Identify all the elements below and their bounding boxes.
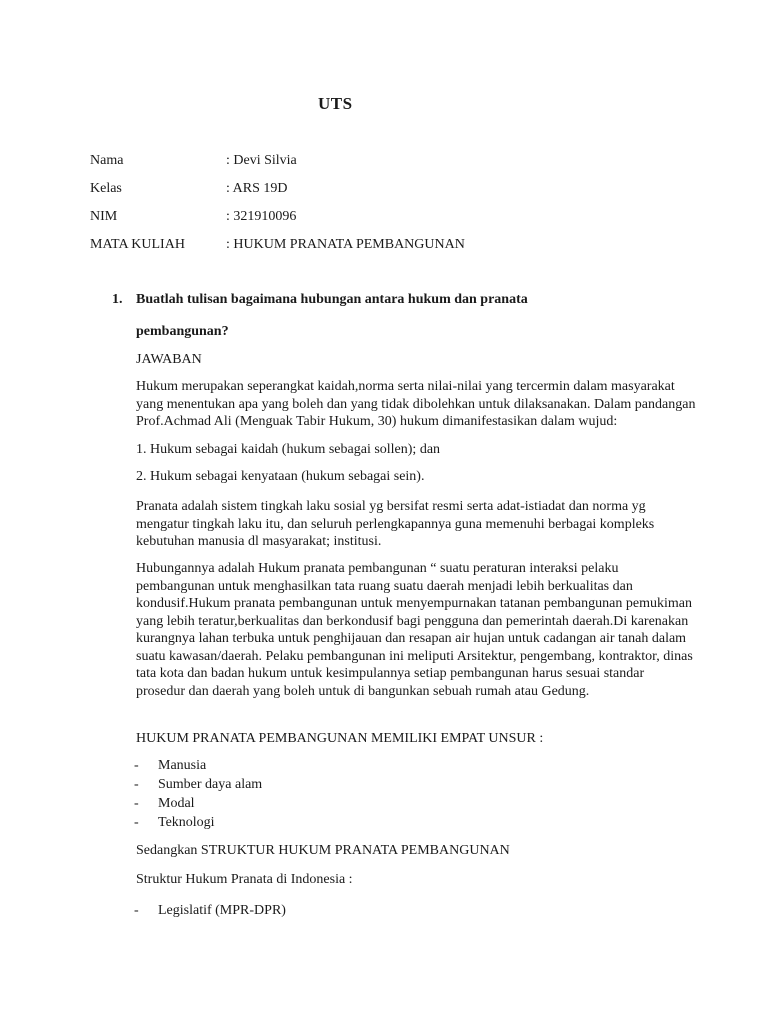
unsur-heading: HUKUM PRANATA PEMBANGUNAN MEMILIKI EMPAT UNSUR : <box>136 731 544 746</box>
info-label-mata-kuliah: MATA KULIAH <box>90 237 185 252</box>
paragraph-pranata: Pranata adalah sistem tingkah laku sosial yg bersifat resmi serta adat-istiadat dan norma yg mengatur tingkah laku itu, dan seluruh perlengkapannya guna memenuhi berbagai kompleks kebutuhan manusia dl masyarakat; institusi. <box>136 499 655 549</box>
question-text-line2: pembangunan? <box>136 324 229 339</box>
list-item-kenyataan: 2. Hukum sebagai kenyataan (hukum sebagai sein). <box>136 469 425 484</box>
list-item-kaidah: 1. Hukum sebagai kaidah (hukum sebagai sollen); dan <box>136 442 441 457</box>
bullet-dash: - <box>134 758 139 773</box>
question-text-line1: Buatlah tulisan bagaimana hubungan antara hukum dan pranata <box>136 292 528 307</box>
unsur-item-teknologi: Teknologi <box>158 815 215 830</box>
paragraph-hukum: Hukum merupakan seperangkat kaidah,norma serta nilai-nilai yang tercermin dalam masyarakat yang menentukan apa yang boleh dan yang tidak dibolehkan untuk dilaksanakan. Dalam pandangan Prof.Achmad Ali (Menguak Tabir Hukum, 30) hukum dimanifestasikan dalam wujud: <box>136 379 696 429</box>
struktur-heading: Sedangkan STRUKTUR HUKUM PRANATA PEMBANGUNAN <box>136 843 510 858</box>
document-title: UTS <box>318 94 353 113</box>
info-value-nim: : 321910096 <box>226 209 297 224</box>
bullet-dash: - <box>134 903 139 918</box>
info-label-kelas: Kelas <box>90 181 122 196</box>
struktur-item-legislatif: Legislatif (MPR-DPR) <box>158 903 286 918</box>
bullet-dash: - <box>134 777 139 792</box>
bullet-dash: - <box>134 815 139 830</box>
info-label-nim: NIM <box>90 209 118 224</box>
info-value-kelas: : ARS 19D <box>226 181 288 196</box>
info-value-nama: : Devi Silvia <box>226 153 297 168</box>
paragraph-hubungan: Hubungannya adalah Hukum pranata pembangunan “ suatu peraturan interaksi pelaku pembangunan untuk menghasilkan tata ruang suatu daerah menjadi lebih berkualitas dan kondusif.Hukum pranata pembangunan untuk menyempurnakan tatanan pembangunan pemukiman yang lebih teratur,berkualitas dan berkondusif bagi pengguna dan pemerintah daerah.Di karenakan kurangnya lahan terbuka untuk penghijauan dan resapan air hujan untuk cadangan air tanah dalam suatu kawasan/daerah. Pelaku pembangunan ini meliputi Arsitektur, pengembang, kontraktor, dinas tata kota dan badan hukum untuk kesimpulannya setiap pembangunan harus sesuai standar prosedur dan daerah yang boleh untuk di bangunkan sebuah rumah atau Gedung. <box>136 561 693 699</box>
unsur-item-sumber-daya-alam: Sumber daya alam <box>158 777 263 792</box>
unsur-item-manusia: Manusia <box>158 758 207 773</box>
info-label-nama: Nama <box>90 153 124 168</box>
info-value-mata-kuliah: : HUKUM PRANATA PEMBANGUNAN <box>226 237 465 252</box>
unsur-item-modal: Modal <box>158 796 195 811</box>
bullet-dash: - <box>134 796 139 811</box>
answer-heading: JAWABAN <box>136 352 202 367</box>
question-number: 1. <box>112 292 123 307</box>
struktur-subheading: Struktur Hukum Pranata di Indonesia : <box>136 872 353 887</box>
